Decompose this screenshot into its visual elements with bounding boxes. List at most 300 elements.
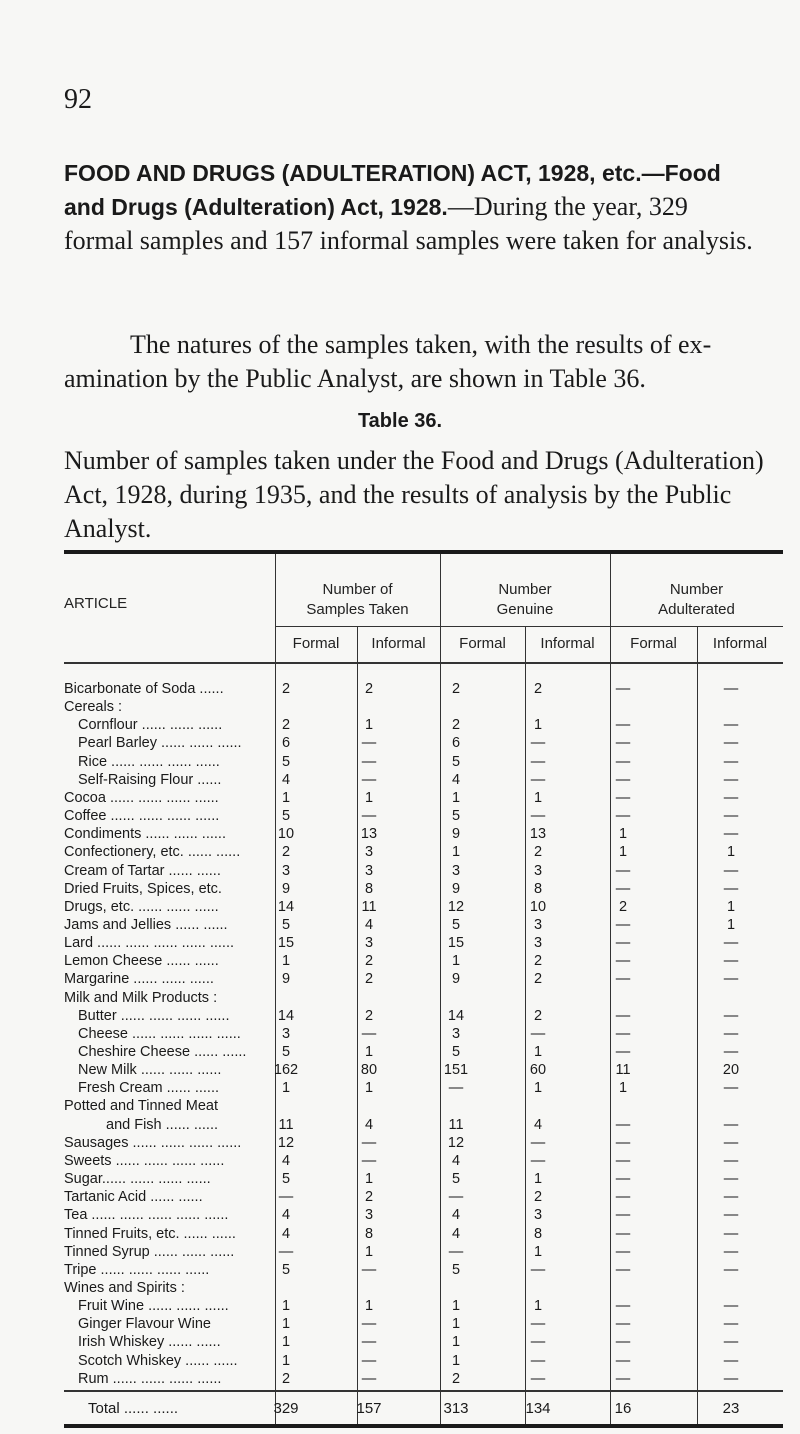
table-cell: — (723, 1316, 739, 1333)
group-header-line: Adulterated (658, 601, 735, 618)
row-label: Cocoa ...... ...... ...... ...... (64, 789, 219, 806)
table-cell: 3 (281, 862, 291, 879)
row-label: Wines and Spirits : (64, 1279, 185, 1296)
table-row (0, 843, 800, 862)
table-cell: 5 (281, 1171, 291, 1188)
table-cell: — (615, 1243, 631, 1260)
table-row (0, 1061, 800, 1080)
table-cell: 3 (451, 1025, 461, 1042)
group-header-line: Number (669, 581, 724, 598)
table-row (0, 1370, 800, 1389)
table-cell: 4 (451, 771, 461, 788)
table-cell: — (723, 935, 739, 952)
table-cell: — (723, 1189, 739, 1206)
table-cell: 2 (364, 953, 374, 970)
table-row (0, 1261, 800, 1280)
table-row (0, 898, 800, 917)
table-cell: 2 (364, 1189, 374, 1206)
table-cell: 1 (451, 953, 461, 970)
table-cell: 9 (281, 971, 291, 988)
subheader-formal: Formal (630, 635, 677, 652)
table-cell: 1 (364, 1171, 374, 1188)
row-label: Scotch Whiskey ...... ...... (78, 1352, 238, 1369)
table-cell: — (723, 1134, 739, 1151)
table-cell: 1 (281, 953, 291, 970)
table-bottom-rule (64, 1424, 783, 1428)
table-cell: 3 (364, 862, 374, 879)
table-cell: 11 (361, 898, 377, 915)
table-cell: 15 (277, 935, 295, 952)
table-cell: 60 (529, 1062, 547, 1079)
row-label: Irish Whiskey ...... ...... (78, 1334, 221, 1351)
table-cell: — (723, 1243, 739, 1260)
table-cell: — (615, 1298, 631, 1315)
table-row (0, 1315, 800, 1334)
total-cell: 157 (356, 1400, 382, 1417)
table-cell: 1 (364, 1243, 374, 1260)
heading-text: —During the year, 329 formal samples and 157 informal samples were taken for analysis. (64, 192, 753, 255)
table-row (0, 952, 800, 971)
table-cell: 4 (281, 1207, 291, 1224)
table-cell: — (723, 771, 739, 788)
table-cell: — (530, 1025, 546, 1042)
group-header-line: Samples Taken (306, 601, 409, 618)
table-row (0, 1333, 800, 1352)
table-row (0, 1097, 800, 1116)
table-cell: — (723, 1225, 739, 1242)
table-cell: — (615, 1116, 631, 1133)
total-label: Total ...... ...... (88, 1400, 179, 1417)
table-cell: 1 (281, 1316, 291, 1333)
group-header-line: Number of (322, 581, 393, 598)
row-label: Lemon Cheese ...... ...... (64, 953, 219, 970)
table-cell: 2 (533, 1007, 543, 1024)
table-cell: 4 (364, 916, 374, 933)
table-cell: — (615, 971, 631, 988)
table-cell: — (530, 1352, 546, 1369)
table-cell: 1 (451, 1298, 461, 1315)
table-cell: 5 (451, 808, 461, 825)
table-cell: — (723, 880, 739, 897)
table-cell: 2 (451, 717, 461, 734)
row-label: Tinned Fruits, etc. ...... ...... (64, 1225, 236, 1242)
table-cell: — (278, 1189, 294, 1206)
group-header-line: Number (498, 581, 552, 598)
table-row (0, 1352, 800, 1371)
table-cell: — (530, 753, 546, 770)
table-cell: 3 (364, 844, 374, 861)
table-cell: 1 (533, 789, 543, 806)
table-cell: 9 (451, 826, 461, 843)
table-cell: 2 (281, 717, 291, 734)
table-cell: 3 (364, 935, 374, 952)
table-cell: 1 (726, 916, 736, 933)
table-cell: 11 (278, 1116, 294, 1133)
row-label: Rum ...... ...... ...... ...... (78, 1370, 222, 1387)
table-row (0, 934, 800, 953)
row-label: Sugar...... ...... ...... ...... (64, 1171, 211, 1188)
table-row (0, 1152, 800, 1171)
table-cell: — (723, 717, 739, 734)
row-label: Lard ...... ...... ...... ...... ...... (64, 935, 235, 952)
table-cell: 4 (364, 1116, 374, 1133)
table-cell: — (615, 1207, 631, 1224)
table-cell: 1 (726, 844, 736, 861)
row-label: Confectionery, etc. ...... ...... (64, 844, 241, 861)
subheader-informal: Informal (712, 635, 768, 652)
table-cell: — (530, 1334, 546, 1351)
table-row (0, 1188, 800, 1207)
table-cell: — (723, 789, 739, 806)
group-header-samples (275, 580, 440, 620)
table-cell: 1 (618, 844, 628, 861)
table-cell: 5 (281, 1044, 291, 1060)
table-cell: 1 (364, 717, 374, 734)
table-cell: 3 (533, 916, 543, 933)
row-label: Bicarbonate of Soda ...... (64, 681, 224, 697)
row-label: Sweets ...... ...... ...... ...... (64, 1152, 225, 1169)
table-cell: — (361, 771, 377, 788)
table-cell: — (723, 1025, 739, 1042)
table-cell: — (615, 880, 631, 897)
table-cell: — (723, 753, 739, 770)
table-cell: — (615, 1007, 631, 1024)
table-cell: 3 (533, 1207, 543, 1224)
table-cell: — (723, 1370, 739, 1387)
table-cell: 1 (451, 1334, 461, 1351)
table-caption: Number of samples taken under the Food and Drugs (Adulteration) Act, 1928, during 1935, and the results of analysis by the Public Analyst. (64, 446, 764, 543)
table-cell: 1 (364, 1080, 374, 1097)
table-cell: 1 (281, 789, 291, 806)
table-cell: — (723, 1116, 739, 1133)
article-header: ARTICLE (64, 595, 128, 612)
table-cell: — (615, 735, 631, 752)
row-label: Ginger Flavour Wine (78, 1316, 211, 1333)
row-label: Tinned Syrup ...... ...... ...... (64, 1243, 235, 1260)
subheader-informal: Informal (540, 635, 595, 652)
row-label: Cheese ...... ...... ...... ...... (78, 1025, 241, 1042)
table-cell: — (530, 1134, 546, 1151)
table-cell: 4 (281, 1152, 291, 1169)
table-row (0, 1007, 800, 1026)
table-cell: — (723, 1152, 739, 1169)
table-cell: 20 (722, 1062, 740, 1079)
section-heading (64, 156, 754, 258)
table-cell: 2 (451, 681, 461, 697)
table-cell: 162 (273, 1062, 299, 1079)
row-label: Margarine ...... ...... ...... (64, 971, 214, 988)
table-cell: — (361, 1261, 377, 1278)
total-rule (64, 1390, 783, 1392)
row-label: Fruit Wine ...... ...... ...... (78, 1298, 229, 1315)
table-row (0, 862, 800, 881)
table-cell: — (530, 1152, 546, 1169)
table-cell: — (723, 735, 739, 752)
table-cell: 11 (448, 1116, 464, 1133)
row-label: Fresh Cream ...... ...... (78, 1080, 219, 1097)
table-row (0, 1225, 800, 1244)
table-cell: — (530, 1316, 546, 1333)
table-cell: — (723, 681, 739, 697)
table-cell: 1 (533, 1243, 543, 1260)
table-row (0, 698, 800, 717)
table-cell: — (615, 1189, 631, 1206)
table-cell: — (723, 1044, 739, 1060)
table-row (0, 1170, 800, 1189)
table-top-rule (64, 550, 783, 554)
table-cell: — (615, 1152, 631, 1169)
table-cell: 8 (364, 880, 374, 897)
table-cell: — (615, 1171, 631, 1188)
table-cell: — (615, 808, 631, 825)
table-cell: 2 (364, 1007, 374, 1024)
table-cell: — (615, 1261, 631, 1278)
table-cell: 2 (364, 681, 374, 697)
row-label: Condiments ...... ...... ...... (64, 826, 226, 843)
table-cell: 5 (451, 916, 461, 933)
row-label: Drugs, etc. ...... ...... ...... (64, 898, 219, 915)
table-row (0, 1279, 800, 1298)
row-label: Jams and Jellies ...... ...... (64, 916, 228, 933)
table-cell: 12 (447, 898, 465, 915)
table-cell: — (615, 717, 631, 734)
table-row (0, 789, 800, 808)
table-cell: — (361, 1316, 377, 1333)
row-label: Tripe ...... ...... ...... ...... (64, 1261, 210, 1278)
table-cell: 4 (451, 1152, 461, 1169)
table-cell: — (615, 862, 631, 879)
table-row (0, 1043, 800, 1062)
row-label: Cream of Tartar ...... ...... (64, 862, 221, 879)
table-cell: 2 (533, 1189, 543, 1206)
row-label: Butter ...... ...... ...... ...... (78, 1007, 230, 1024)
table-cell: — (615, 916, 631, 933)
table-row (0, 1297, 800, 1316)
table-cell: 3 (533, 935, 543, 952)
subheader-informal: Informal (371, 635, 426, 652)
row-label: Tea ...... ...... ...... ...... ...... (64, 1207, 229, 1224)
table-cell: — (615, 1316, 631, 1333)
total-cell: 329 (273, 1400, 299, 1417)
table-row (0, 1079, 800, 1098)
heading-title: FOOD AND DRUGS (ADULTERATION) ACT, 1928, etc. (64, 160, 642, 186)
row-label: and Fish ...... ...... (106, 1116, 219, 1133)
heading-subtitle: —Food and Drugs (Adulteration) Act, 1928. (64, 160, 721, 220)
header-divider (275, 626, 783, 627)
table-cell: — (615, 1225, 631, 1242)
table-cell: 1 (364, 1298, 374, 1315)
table-cell: — (723, 1207, 739, 1224)
table-row (0, 807, 800, 826)
table-cell: 10 (529, 898, 547, 915)
table-cell: — (615, 681, 631, 697)
table-cell: 4 (533, 1116, 543, 1133)
table-cell: 12 (447, 1134, 465, 1151)
table-cell: — (448, 1080, 464, 1097)
table-cell: — (530, 771, 546, 788)
table-row (0, 1206, 800, 1225)
table-cell: 4 (451, 1207, 461, 1224)
table-cell: 15 (447, 935, 465, 952)
table-cell: — (448, 1189, 464, 1206)
table-cell: — (723, 1080, 739, 1097)
table-row (0, 1134, 800, 1153)
table-cell: 3 (281, 1025, 291, 1042)
table-cell: 13 (360, 826, 378, 843)
table-cell: — (615, 753, 631, 770)
table-cell: 1 (726, 898, 736, 915)
table-cell: 12 (277, 1134, 295, 1151)
table-cell: — (361, 1152, 377, 1169)
table-cell: 3 (533, 862, 543, 879)
table-row (0, 970, 800, 989)
table-title: Table 36. (357, 410, 443, 432)
table-cell: 9 (451, 971, 461, 988)
table-cell: 5 (451, 753, 461, 770)
table-cell: 1 (618, 826, 628, 843)
table-row (0, 716, 800, 735)
table-cell: — (361, 808, 377, 825)
table-cell: 2 (533, 681, 543, 697)
table-cell: 4 (281, 1225, 291, 1242)
table-cell: — (361, 1334, 377, 1351)
table-cell: 1 (451, 789, 461, 806)
row-label: Tartanic Acid ...... ...... (64, 1189, 203, 1206)
table-cell: 1 (451, 1352, 461, 1369)
table-cell: — (615, 1044, 631, 1060)
row-label: Cereals : (64, 699, 123, 716)
row-label: Cornflour ...... ...... ...... (78, 717, 223, 734)
row-label: New Milk ...... ...... ...... (78, 1062, 222, 1079)
table-cell: — (723, 1298, 739, 1315)
table-cell: 8 (533, 880, 543, 897)
table-cell: 1 (451, 844, 461, 861)
table-cell: — (615, 1134, 631, 1151)
table-cell: 5 (281, 916, 291, 933)
table-cell: 11 (615, 1062, 631, 1079)
table-cell: — (615, 953, 631, 970)
table-cell: 1 (281, 1080, 291, 1097)
table-row (0, 916, 800, 935)
table-cell: 80 (360, 1062, 378, 1079)
table-cell: — (530, 1370, 546, 1387)
row-label: Rice ...... ...... ...... ...... (78, 753, 220, 770)
row-label: Potted and Tinned Meat (64, 1098, 218, 1115)
table-cell: 1 (281, 1298, 291, 1315)
table-cell: 2 (281, 844, 291, 861)
table-row (0, 989, 800, 1008)
table-cell: 1 (451, 1316, 461, 1333)
table-cell: 1 (364, 1044, 374, 1060)
row-label: Milk and Milk Products : (64, 989, 218, 1006)
table-cell: 4 (451, 1225, 461, 1242)
table-cell: 1 (533, 717, 543, 734)
table-cell: 13 (529, 826, 547, 843)
table-cell: 1 (533, 1080, 543, 1097)
table-cell: 3 (451, 862, 461, 879)
table-cell: 5 (451, 1171, 461, 1188)
row-label: Cheshire Cheese ...... ...... (78, 1044, 247, 1060)
table-cell: — (615, 1352, 631, 1369)
row-label: Sausages ...... ...... ...... ...... (64, 1134, 242, 1151)
table-cell: 2 (533, 844, 543, 861)
table-cell: — (361, 735, 377, 752)
total-cell: 23 (722, 1400, 740, 1417)
table-cell: 1 (533, 1298, 543, 1315)
subheader-formal: Formal (292, 635, 340, 652)
total-cell: 134 (525, 1400, 551, 1417)
table-cell: 5 (281, 808, 291, 825)
table-cell: — (723, 862, 739, 879)
table-cell: 1 (281, 1352, 291, 1369)
table-cell: — (723, 1261, 739, 1278)
table-cell: 1 (533, 1044, 543, 1060)
table-cell: 2 (281, 681, 291, 697)
table-cell: 151 (443, 1062, 469, 1079)
table-cell: 1 (281, 1334, 291, 1351)
table-cell: 2 (533, 971, 543, 988)
group-header-genuine (440, 580, 610, 620)
table-cell: — (723, 953, 739, 970)
table-cell: — (723, 1007, 739, 1024)
table-cell: 4 (281, 771, 291, 788)
total-cell: 313 (443, 1400, 469, 1417)
table-row (0, 771, 800, 790)
table-row (0, 753, 800, 772)
paragraph: The natures of the samples taken, with the results of examination by the Public Analyst, are shown in Table 36. (64, 330, 712, 393)
row-label: Dried Fruits, Spices, etc. (64, 880, 222, 897)
table-cell: — (448, 1243, 464, 1260)
table-cell: 2 (364, 971, 374, 988)
table-row (0, 825, 800, 844)
table-cell: 1 (364, 789, 374, 806)
table-cell: — (278, 1243, 294, 1260)
header-bottom-rule (64, 662, 783, 664)
table-cell: 6 (451, 735, 461, 752)
table-cell: — (723, 826, 739, 843)
table-cell: — (530, 1261, 546, 1278)
group-header-line: Genuine (496, 601, 554, 618)
table-cell: — (615, 771, 631, 788)
table-cell: 1 (618, 1080, 628, 1097)
table-cell: 5 (451, 1261, 461, 1278)
table-cell: 1 (533, 1171, 543, 1188)
table-cell: — (361, 753, 377, 770)
table-cell: 8 (364, 1225, 374, 1242)
table-cell: 9 (281, 880, 291, 897)
table-cell: 9 (451, 880, 461, 897)
total-cell: 16 (614, 1400, 632, 1417)
page-number: 92 (64, 84, 92, 115)
table-cell: — (615, 1025, 631, 1042)
table-row (0, 1116, 800, 1135)
table-cell: — (615, 1370, 631, 1387)
table-row (0, 880, 800, 899)
table-cell: — (530, 735, 546, 752)
table-cell: — (723, 1334, 739, 1351)
table-cell: 5 (281, 753, 291, 770)
table-cell: 2 (618, 898, 628, 915)
total-row (0, 1400, 800, 1420)
table-row (0, 734, 800, 753)
table-cell: 14 (277, 898, 295, 915)
table-cell: 14 (277, 1007, 295, 1024)
table-cell: — (723, 808, 739, 825)
table-cell: 2 (451, 1370, 461, 1387)
table-cell: 10 (277, 826, 295, 843)
row-label: Self-Raising Flour ...... (78, 771, 222, 788)
table-cell: 14 (447, 1007, 465, 1024)
